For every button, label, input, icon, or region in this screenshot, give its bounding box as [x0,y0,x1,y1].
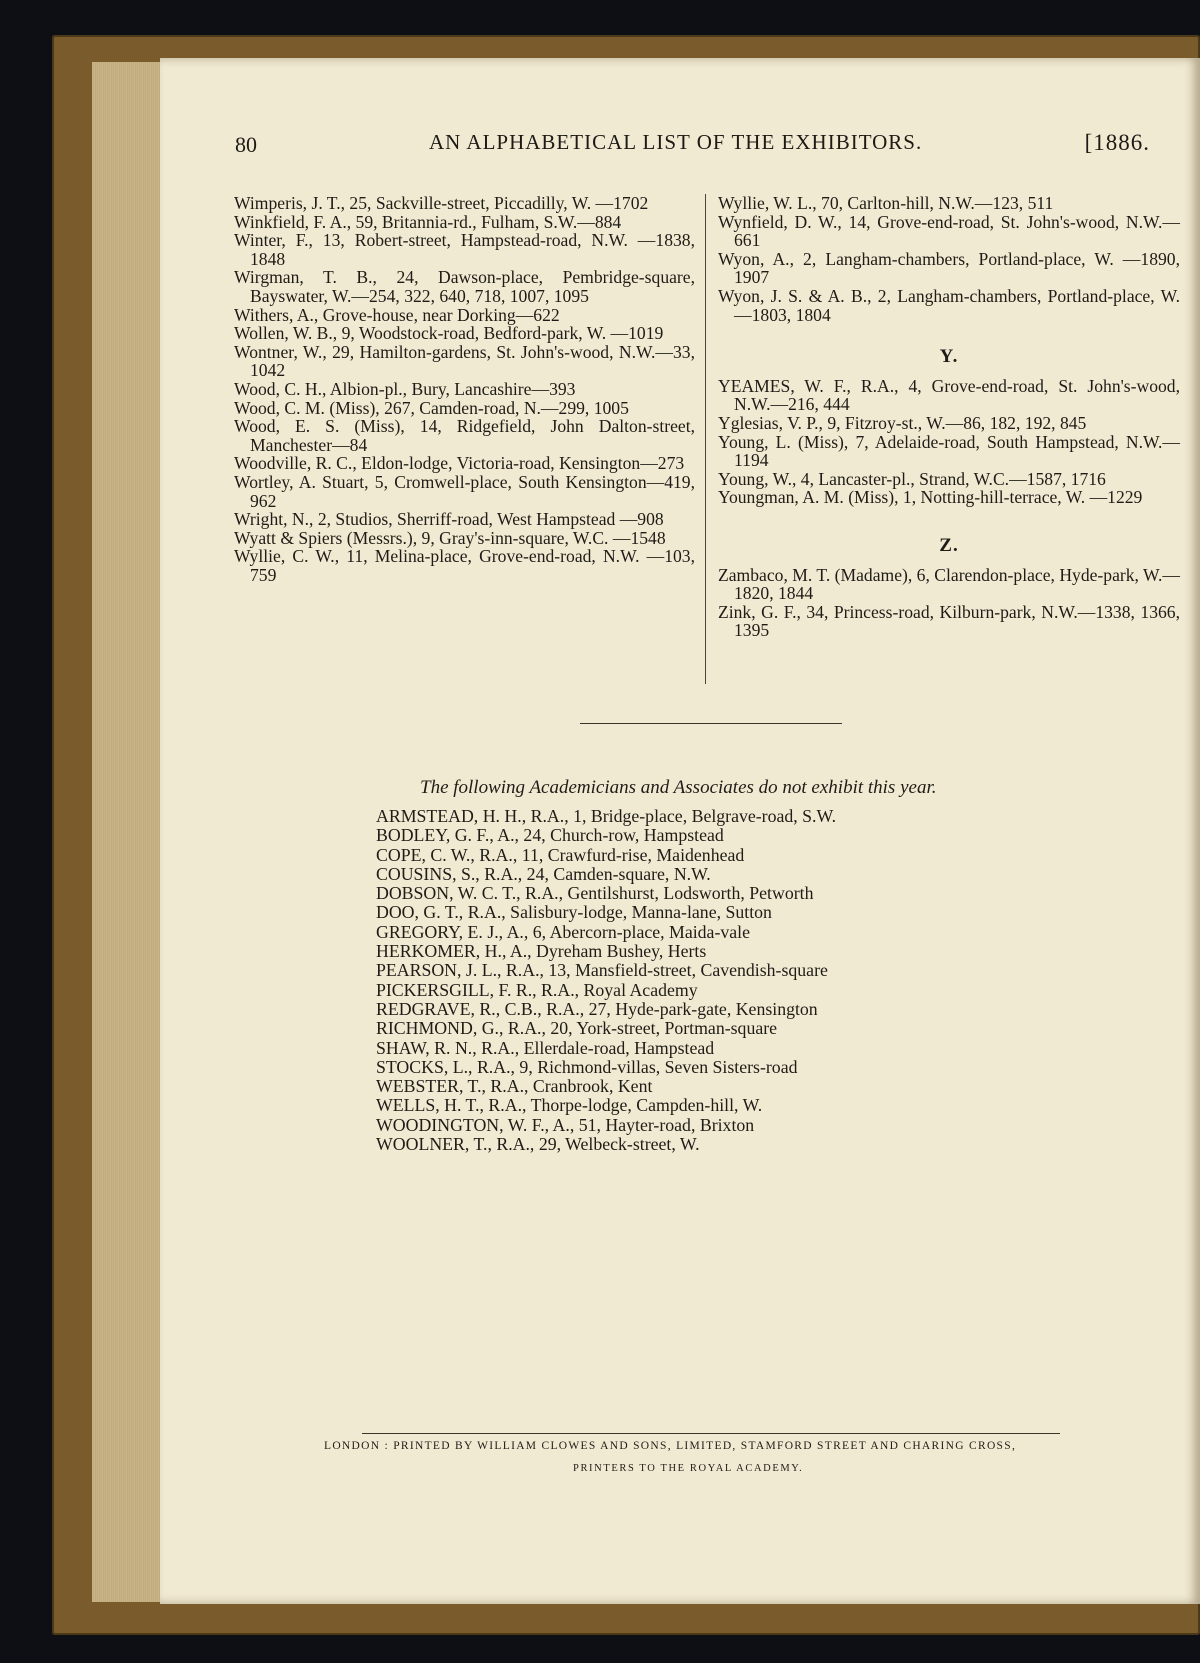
academicians-list [376,807,836,1154]
list-item: Wortley, A. Stuart, 5, Cromwell-place, South Kensington—419, 962 [234,471,695,511]
list-item: Wynfield, D. W., 14, Grove-end-road, St. John's-wood, N.W.—661 [718,211,1180,251]
year-label: [1886. [1084,130,1150,155]
printer-imprint-line2: PRINTERS TO THE ROYAL ACADEMY. [573,1463,804,1474]
list-item: Young, W., 4, Lancaster-pl., Strand, W.C.—1587, 1716 [718,468,1106,489]
list-item: PEARSON, J. L., R.A., 13, Mansfield-street, Cavendish-square [376,960,828,981]
list-item: WEBSTER, T., R.A., Cranbrook, Kent [376,1076,653,1097]
section-rule [580,723,842,724]
list-item: Zink, G. F., 34, Princess-road, Kilburn-park, N.W.—1338, 1366, 1395 [718,601,1180,641]
list-item: Wood, C. M. (Miss), 267, Camden-road, N.—299, 1005 [234,397,629,418]
list-item: DOO, G. T., R.A., Salisbury-lodge, Manna-lane, Sutton [376,902,772,923]
list-item: Wyllie, C. W., 11, Melina-place, Grove-end-road, N.W. —103, 759 [234,546,695,585]
list-item: YEAMES, W. F., R.A., 4, Grove-end-road, St. John's-wood, N.W.—216, 444 [718,375,1180,415]
list-item: STOCKS, L., R.A., 9, Richmond-villas, Seven Sisters-road [376,1056,798,1077]
list-item: Young, L. (Miss), 7, Adelaide-road, South Hampstead, N.W.—1194 [718,431,1180,471]
list-item: Winter, F., 13, Robert-street, Hampstead-road, N.W. —1838, 1848 [234,230,695,269]
list-item: Wyon, A., 2, Langham-chambers, Portland-place, W. —1890, 1907 [718,248,1180,288]
list-item: Woodville, R. C., Eldon-lodge, Victoria-road, Kensington—273 [234,453,685,474]
list-item: Winkfield, F. A., 59, Britannia-rd., Fulham, S.W.—884 [234,211,622,232]
list-item: Wyatt & Spiers (Messrs.), 9, Gray's-inn-square, W.C. —1548 [234,527,666,548]
right-column [718,194,1180,640]
list-item: Yglesias, V. P., 9, Fitzroy-st., W.—86, 182, 192, 845 [718,412,1087,433]
page-edges [92,62,165,1602]
list-item: HERKOMER, H., A., Dyreham Bushey, Herts [376,941,707,962]
list-item: Wollen, W. B., 9, Woodstock-road, Bedford-park, W. —1019 [234,323,664,344]
list-item: Wontner, W., 29, Hamilton-gardens, St. John's-wood, N.W.—33, 1042 [234,341,695,381]
list-item: WELLS, H. T., R.A., Thorpe-lodge, Campden-hill, W. [376,1095,763,1116]
list-item: PICKERSGILL, F. R., R.A., Royal Academy [376,979,698,1000]
list-item: Youngman, A. M. (Miss), 1, Notting-hill-terrace, W. —1229 [718,487,1143,508]
printer-imprint: LONDON : PRINTED BY WILLIAM CLOWES AND SONS, LIMITED, STAMFORD STREET AND CHARING CROSS, [324,1440,1017,1452]
list-item: DOBSON, W. C. T., R.A., Gentilshurst, Lodsworth, Petworth [376,883,814,904]
left-column [234,194,695,584]
list-item: Withers, A., Grove-house, near Dorking—622 [234,304,560,325]
list-item: WOODINGTON, W. F., A., 51, Hayter-road, Brixton [376,1114,755,1135]
list-item: SHAW, R. N., R.A., Ellerdale-road, Hampstead [376,1037,715,1058]
list-item: REDGRAVE, R., C.B., R.A., 27, Hyde-park-gate, Kensington [376,998,818,1019]
page-title: AN ALPHABETICAL LIST OF THE EXHIBITORS. [429,130,923,154]
list-item: Wimperis, J. T., 25, Sackville-street, Piccadilly, W. —1702 [234,193,649,213]
list-item: ARMSTEAD, H. H., R.A., 1, Bridge-place, Belgrave-road, S.W. [376,806,837,826]
list-item: BODLEY, G. F., A., 24, Church-row, Hampstead [376,825,724,846]
list-item: Wirgman, T. B., 24, Dawson-place, Pembridge-square, Bayswater, W.—254, 322, 640, 718, 1007, 1095 [234,267,695,306]
academicians-heading: The following Academicians and Associates do not exhibit this year. [420,777,937,798]
list-item: Zambaco, M. T. (Madame), 6, Clarendon-place, Hyde-park, W.—1820, 1844 [718,564,1181,604]
footer-rule [362,1433,1060,1434]
section-heading-y: Y. [939,346,959,368]
page-number: 80 [235,132,257,157]
list-item: COUSINS, S., R.A., 24, Camden-square, N.W. [376,863,711,884]
running-header [235,132,1178,166]
list-item: COPE, C. W., R.A., 11, Crawfurd-rise, Maidenhead [376,844,745,865]
list-item: RICHMOND, G., R.A., 20, York-street, Portman-square [376,1018,778,1039]
column-divider [705,194,706,684]
section-heading-z: Z. [939,534,959,556]
list-item: Wood, C. H., Albion-pl., Bury, Lancashire—393 [234,378,576,399]
list-item: Wyon, J. S. & A. B., 2, Langham-chambers, Portland-place, W.—1803, 1804 [718,285,1180,325]
list-item: Wyllie, W. L., 70, Carlton-hill, N.W.—123, 511 [718,193,1054,213]
list-item: WOOLNER, T., R.A., 29, Welbeck-street, W. [376,1134,700,1155]
list-item: GREGORY, E. J., A., 6, Abercorn-place, Maida-vale [376,921,750,942]
list-item: Wright, N., 2, Studios, Sherriff-road, West Hampstead —908 [234,509,664,530]
list-item: Wood, E. S. (Miss), 14, Ridgefield, John Dalton-street, Manchester—84 [234,416,695,455]
